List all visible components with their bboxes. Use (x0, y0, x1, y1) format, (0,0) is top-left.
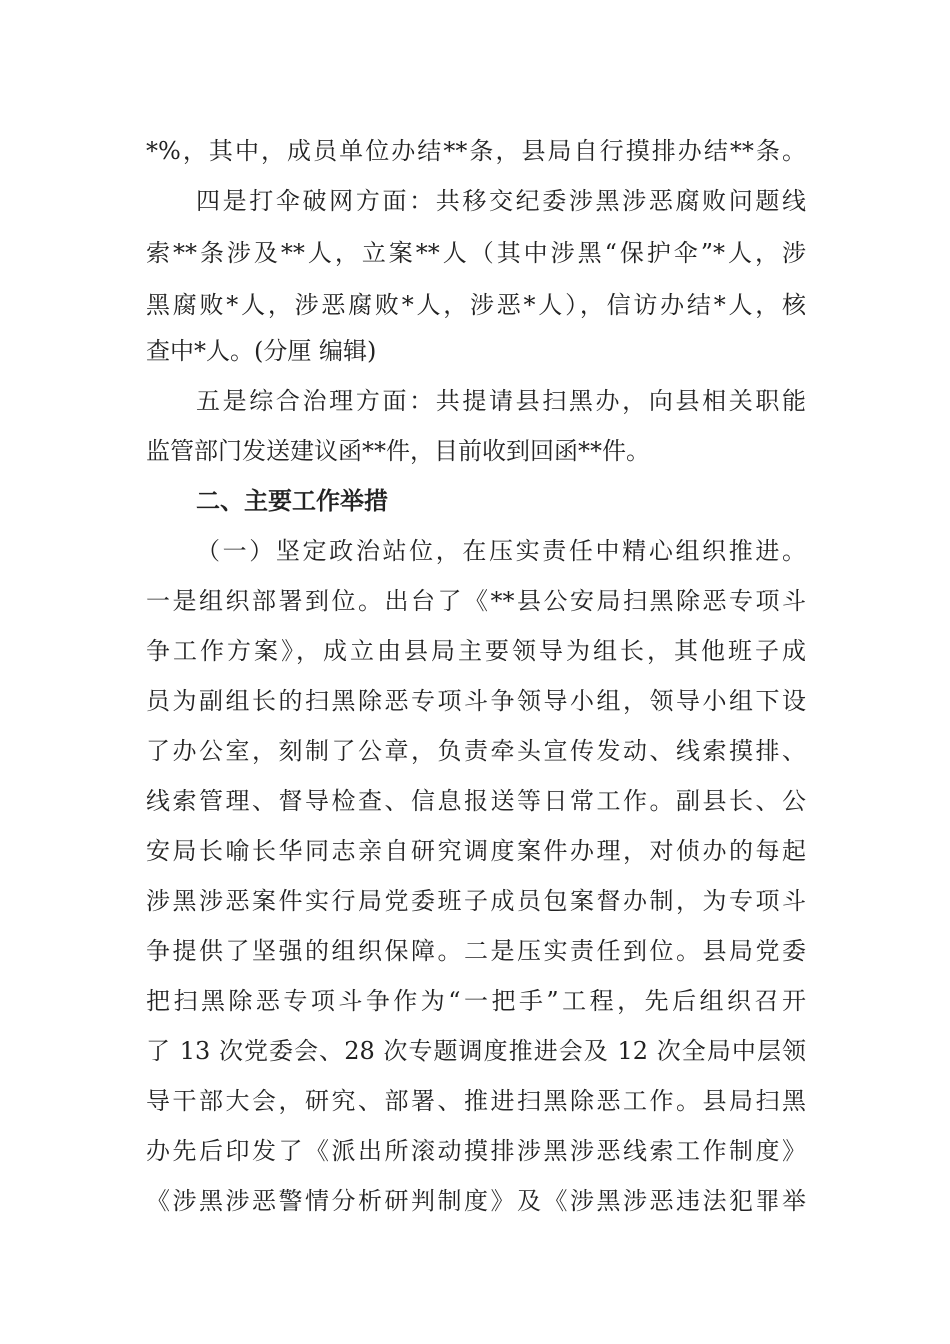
text-line-17: 争提供了坚强的组织保障。二是压实责任到位。县局党委 (146, 937, 806, 965)
text-line-6: 五是综合治理方面：共提请县扫黑办，向县相关职能 (196, 387, 806, 415)
text-line-4: 黑腐败*人，涉恶腐败*人，涉恶*人），信访办结*人，核 (146, 291, 806, 319)
text-line-22: 《涉黑涉恶警情分析研判制度》及《涉黑涉恶违法犯罪举 (146, 1187, 806, 1215)
text-line-20: 导干部大会，研究、部署、推进扫黑除恶工作。县局扫黑 (146, 1087, 806, 1115)
text-line-21: 办先后印发了《派出所滚动摸排涉黑涉恶线索工作制度》 (146, 1137, 806, 1165)
text-line-15: 安局长喻长华同志亲自研究调度案件办理，对侦办的每起 (146, 837, 806, 865)
text-line-2: 四是打伞破网方面：共移交纪委涉黑涉恶腐败问题线 (196, 187, 806, 215)
text-line-14: 线索管理、督导检查、信息报送等日常工作。副县长、公 (146, 787, 806, 815)
text-line-13: 了办公室，刻制了公章，负责牵头宣传发动、线索摸排、 (146, 737, 806, 765)
text-line-11: 争工作方案》，成立由县局主要领导为组长，其他班子成 (146, 637, 806, 665)
text-line-1: *%，其中，成员单位办结**条，县局自行摸排办结**条。 (146, 137, 806, 165)
text-line-16: 涉黑涉恶案件实行局党委班子成员包案督办制，为专项斗 (146, 887, 806, 915)
text-line-3: 索**条涉及**人，立案**人（其中涉黑“保护伞”*人，涉 (146, 239, 806, 267)
text-line-7: 监管部门发送建议函**件，目前收到回函**件。 (146, 437, 650, 465)
text-line-12: 员为副组长的扫黑除恶专项斗争领导小组，领导小组下设 (146, 687, 806, 715)
text-line-10: 一是组织部署到位。出台了《**县公安局扫黑除恶专项斗 (146, 587, 806, 615)
text-line-5: 查中*人。(分厘 编辑) (146, 337, 377, 365)
text-line-9: （一）坚定政治站位，在压实责任中精心组织推进。 (196, 537, 806, 565)
text-line-19: 了 13 次党委会、28 次专题调度推进会及 12 次全局中层领 (146, 1037, 806, 1065)
text-line-18: 把扫黑除恶专项斗争作为“一把手”工程，先后组织召开 (146, 987, 806, 1015)
section-heading: 二、主要工作举措 (196, 486, 388, 515)
